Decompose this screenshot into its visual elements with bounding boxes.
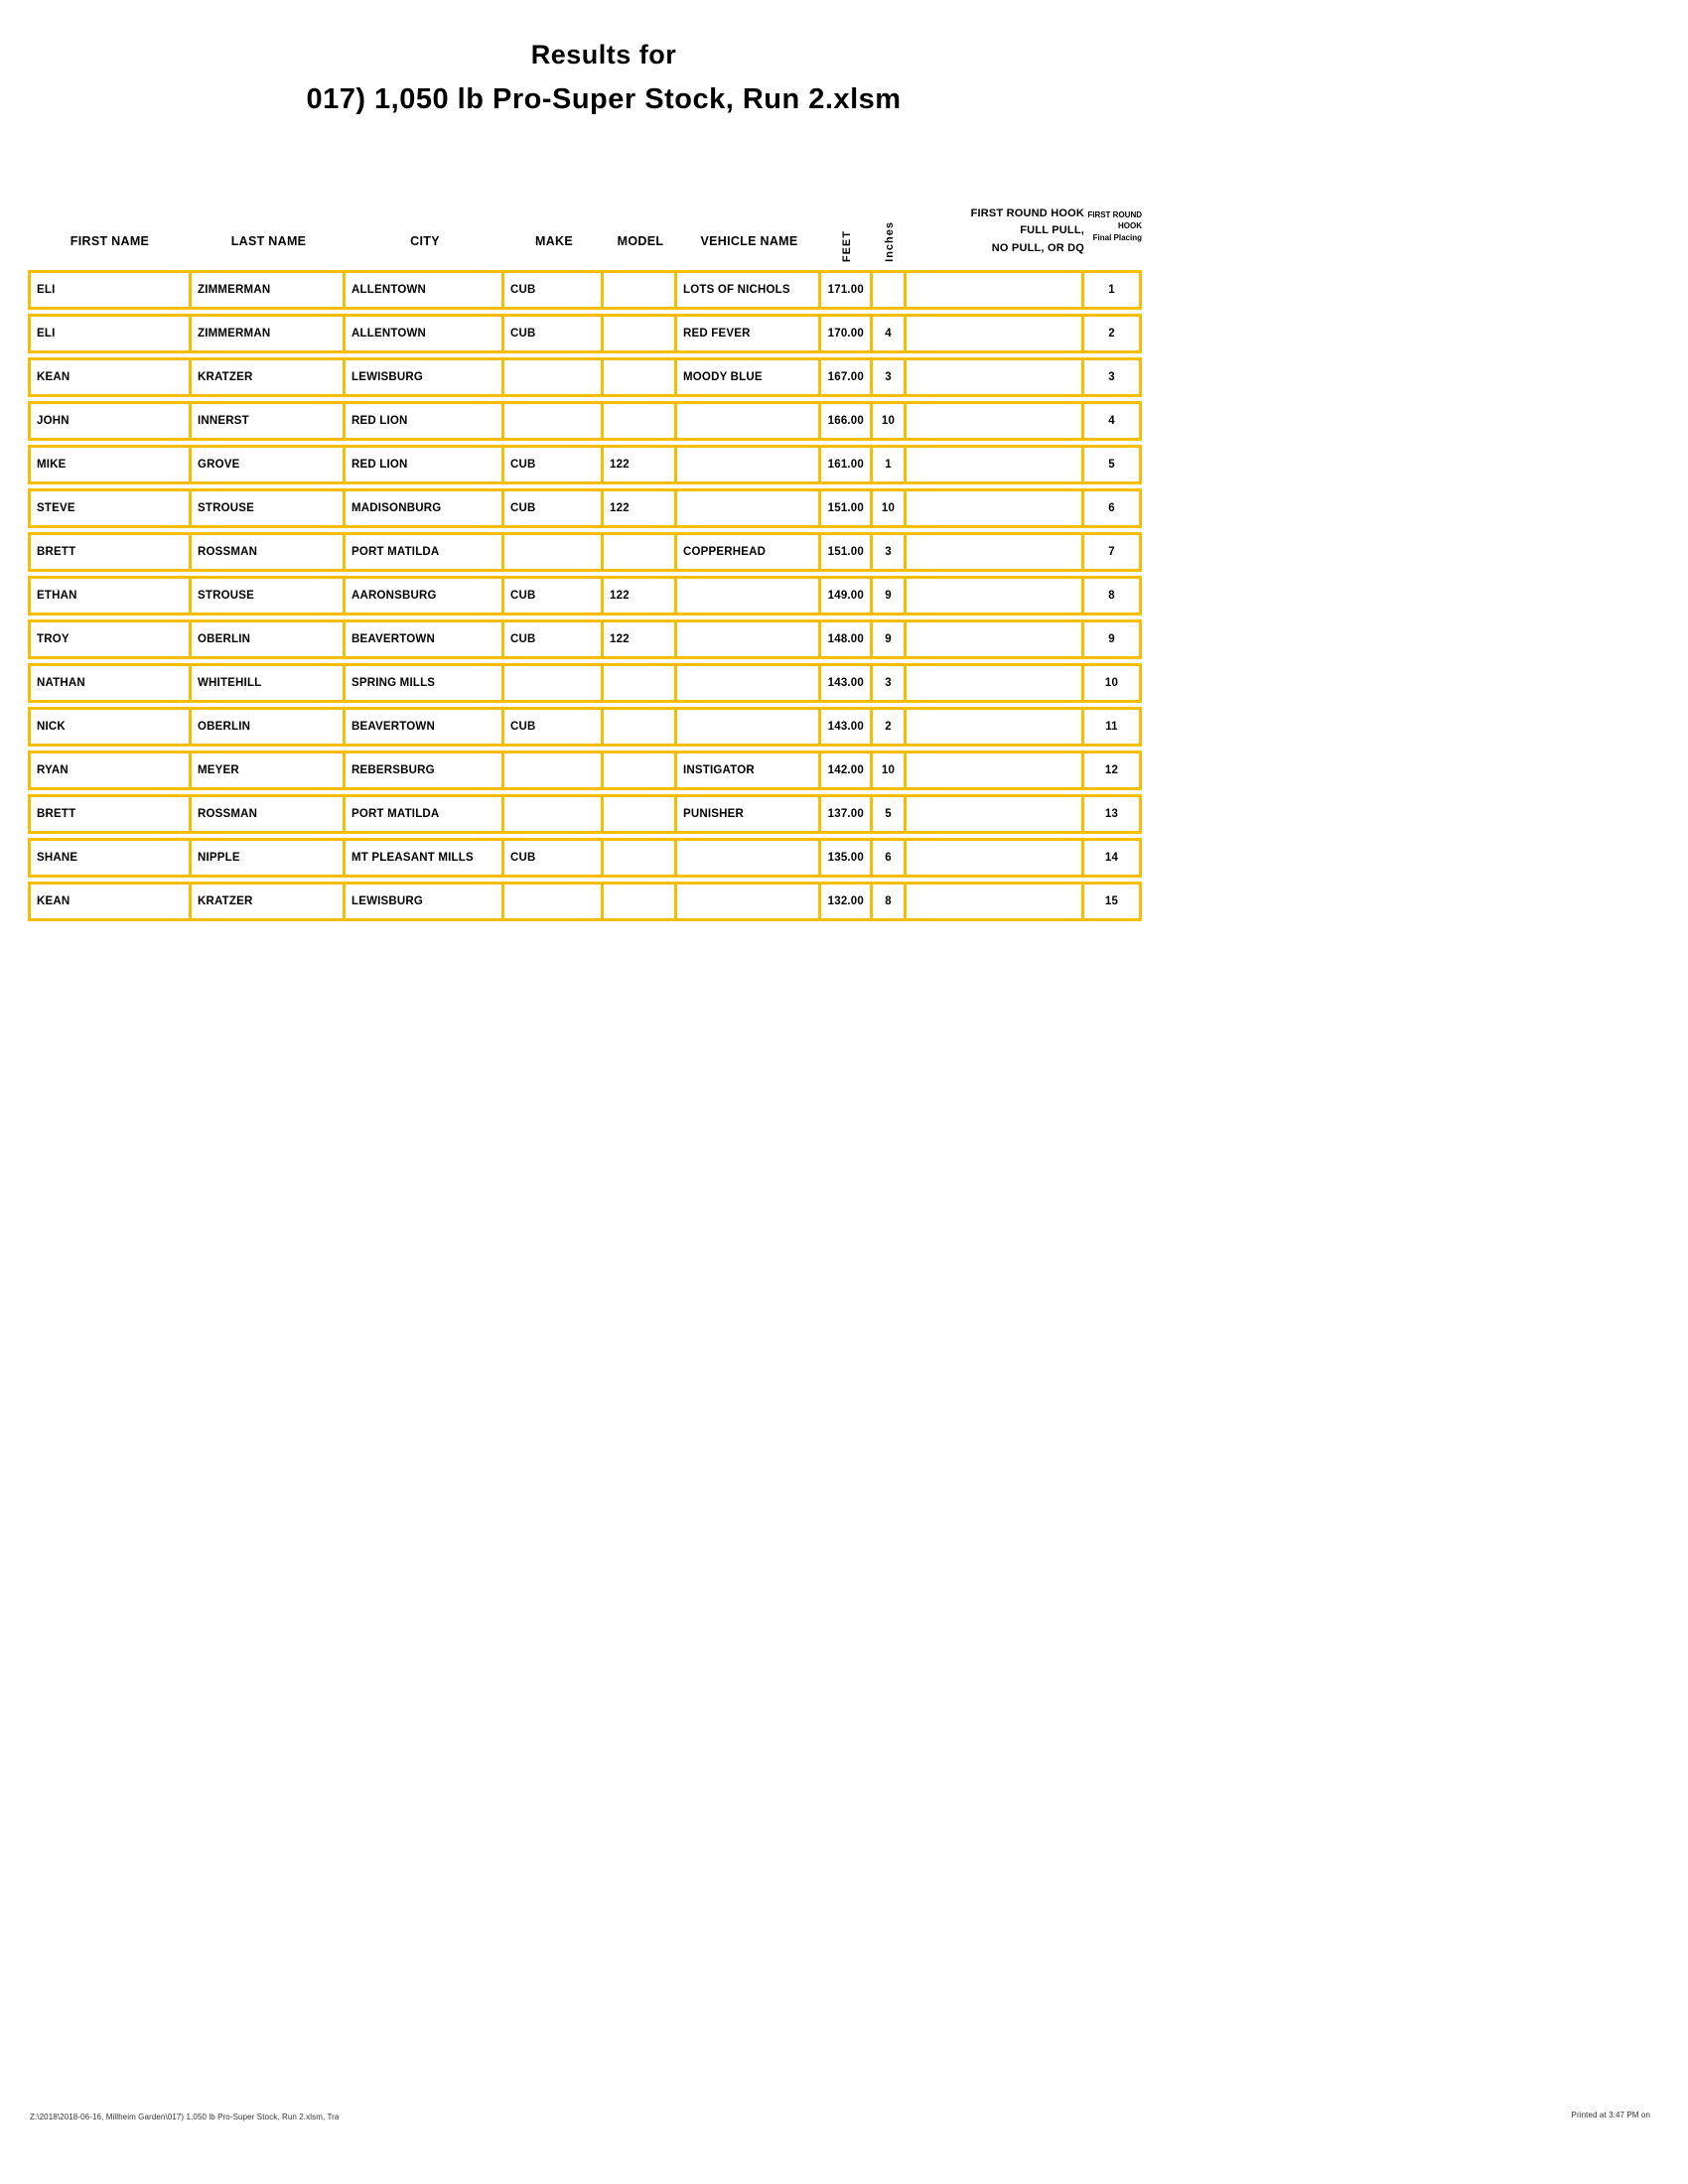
cell-vehicle-name: PUNISHER [677,794,821,834]
cell-model: 122 [604,619,677,659]
cell-model: 122 [604,445,677,484]
cell-inches: 10 [873,751,907,790]
cell-model [604,663,677,703]
cell-last-name: OBERLIN [192,619,346,659]
cell-inches: 9 [873,619,907,659]
cell-inches [873,270,907,310]
cell-make: CUB [504,445,604,484]
cell-first-round-hook-result [907,270,1084,310]
results-rows [28,270,1142,925]
header-feet [821,199,873,270]
header-last-name: LAST NAME [230,234,307,248]
cell-first-round-hook-result [907,488,1084,528]
table-row [28,882,1142,921]
cell-model [604,357,677,397]
cell-inches: 10 [873,488,907,528]
cell-feet: 166.00 [821,401,873,441]
cell-city: RED LION [346,445,504,484]
cell-first-name: NATHAN [28,663,192,703]
cell-feet: 161.00 [821,445,873,484]
cell-city: MADISONBURG [346,488,504,528]
cell-inches: 4 [873,314,907,353]
header-hook-line3: NO PULL, OR DQ [991,241,1084,254]
cell-feet: 167.00 [821,357,873,397]
header-inches-label: Inches [883,221,896,262]
cell-model [604,314,677,353]
cell-first-name: ELI [28,270,192,310]
cell-model [604,751,677,790]
table-header-row [28,199,1142,270]
cell-inches: 8 [873,882,907,921]
cell-city: LEWISBURG [346,882,504,921]
table-row [28,838,1142,878]
cell-inches: 1 [873,445,907,484]
title-class-name: 017) 1,050 lb Pro-Super Stock, Run 2.xlsm [306,83,902,115]
cell-last-name: KRATZER [192,882,346,921]
table-row [28,270,1142,310]
cell-final-placing: 4 [1084,401,1142,441]
cell-first-round-hook-result [907,401,1084,441]
cell-last-name: ROSSMAN [192,532,346,572]
cell-make: CUB [504,488,604,528]
cell-final-placing: 5 [1084,445,1142,484]
cell-inches: 3 [873,357,907,397]
cell-model: 122 [604,576,677,615]
table-row [28,707,1142,747]
cell-vehicle-name [677,882,821,921]
cell-vehicle-name [677,619,821,659]
cell-make [504,401,604,441]
cell-vehicle-name [677,576,821,615]
cell-make: CUB [504,270,604,310]
cell-final-placing: 2 [1084,314,1142,353]
cell-feet: 142.00 [821,751,873,790]
cell-make: CUB [504,838,604,878]
cell-first-round-hook-result [907,357,1084,397]
cell-feet: 137.00 [821,794,873,834]
cell-city: AARONSBURG [346,576,504,615]
cell-final-placing: 3 [1084,357,1142,397]
cell-feet: 143.00 [821,663,873,703]
header-model: MODEL [617,234,664,248]
cell-last-name: KRATZER [192,357,346,397]
cell-model: 122 [604,488,677,528]
cell-first-round-hook-result [907,663,1084,703]
cell-first-round-hook-result [907,794,1084,834]
cell-first-round-hook-result [907,707,1084,747]
cell-feet: 151.00 [821,488,873,528]
header-first-name: FIRST NAME [70,234,150,248]
cell-vehicle-name: MOODY BLUE [677,357,821,397]
cell-final-placing: 9 [1084,619,1142,659]
cell-final-placing: 11 [1084,707,1142,747]
cell-city: SPRING MILLS [346,663,504,703]
cell-model [604,532,677,572]
cell-feet: 151.00 [821,532,873,572]
cell-last-name: NIPPLE [192,838,346,878]
cell-last-name: OBERLIN [192,707,346,747]
cell-make: CUB [504,314,604,353]
cell-city: ALLENTOWN [346,270,504,310]
cell-first-name: BRETT [28,532,192,572]
header-city: CITY [410,234,440,248]
page-title [28,40,1180,116]
cell-last-name: STROUSE [192,488,346,528]
header-hook-line1: FIRST ROUND HOOK [970,206,1084,219]
cell-inches: 6 [873,838,907,878]
cell-feet: 171.00 [821,270,873,310]
cell-make [504,751,604,790]
cell-make: CUB [504,576,604,615]
cell-final-placing: 1 [1084,270,1142,310]
cell-make [504,882,604,921]
cell-make [504,532,604,572]
cell-feet: 135.00 [821,838,873,878]
cell-inches: 5 [873,794,907,834]
header-placing-line2: HOOK [1118,221,1142,231]
cell-vehicle-name: LOTS OF NICHOLS [677,270,821,310]
cell-model [604,401,677,441]
cell-first-name: NICK [28,707,192,747]
table-row [28,445,1142,484]
cell-first-name: MIKE [28,445,192,484]
cell-last-name: WHITEHILL [192,663,346,703]
cell-vehicle-name: INSTIGATOR [677,751,821,790]
cell-first-round-hook-result [907,445,1084,484]
cell-first-round-hook-result [907,882,1084,921]
cell-inches: 2 [873,707,907,747]
table-row [28,532,1142,572]
cell-city: PORT MATILDA [346,794,504,834]
cell-make: CUB [504,707,604,747]
cell-final-placing: 8 [1084,576,1142,615]
cell-first-name: TROY [28,619,192,659]
table-row [28,576,1142,615]
cell-first-round-hook-result [907,314,1084,353]
cell-first-name: KEAN [28,357,192,397]
cell-first-name: RYAN [28,751,192,790]
cell-vehicle-name: COPPERHEAD [677,532,821,572]
cell-make [504,663,604,703]
table-row [28,663,1142,703]
cell-model [604,794,677,834]
cell-city: REBERSBURG [346,751,504,790]
table-row [28,751,1142,790]
footer-file-path: Z:\2018\2018-06-16, Millheim Garden\017) 1,050 lb Pro-Super Stock, Run 2.xlsm, Tra [30,2113,340,2121]
cell-final-placing: 7 [1084,532,1142,572]
cell-first-round-hook-result [907,619,1084,659]
header-final-placing [1084,199,1142,270]
cell-city: PORT MATILDA [346,532,504,572]
title-results-for: Results for [530,40,677,69]
cell-city: BEAVERTOWN [346,619,504,659]
cell-vehicle-name [677,401,821,441]
cell-final-placing: 13 [1084,794,1142,834]
cell-vehicle-name: RED FEVER [677,314,821,353]
cell-inches: 10 [873,401,907,441]
header-placing-line1: FIRST ROUND [1087,209,1142,219]
table-row [28,357,1142,397]
cell-first-name: SHANE [28,838,192,878]
cell-city: LEWISBURG [346,357,504,397]
cell-model [604,270,677,310]
cell-model [604,882,677,921]
cell-last-name: GROVE [192,445,346,484]
cell-first-round-hook-result [907,838,1084,878]
cell-feet: 149.00 [821,576,873,615]
cell-last-name: STROUSE [192,576,346,615]
cell-final-placing: 15 [1084,882,1142,921]
footer-printed-at: Printed at 3:47 PM on [1571,2111,1650,2119]
cell-model [604,838,677,878]
cell-vehicle-name [677,488,821,528]
cell-first-name: STEVE [28,488,192,528]
cell-first-name: ELI [28,314,192,353]
cell-vehicle-name [677,663,821,703]
table-row [28,488,1142,528]
table-row [28,401,1142,441]
cell-model [604,707,677,747]
cell-last-name: INNERST [192,401,346,441]
header-vehicle-name: VEHICLE NAME [700,234,798,248]
cell-first-name: JOHN [28,401,192,441]
cell-last-name: ROSSMAN [192,794,346,834]
cell-inches: 3 [873,663,907,703]
cell-last-name: ZIMMERMAN [192,270,346,310]
cell-feet: 170.00 [821,314,873,353]
cell-make [504,794,604,834]
table-row [28,794,1142,834]
cell-make [504,357,604,397]
cell-vehicle-name [677,707,821,747]
cell-city: BEAVERTOWN [346,707,504,747]
cell-final-placing: 10 [1084,663,1142,703]
cell-city: ALLENTOWN [346,314,504,353]
cell-final-placing: 12 [1084,751,1142,790]
cell-first-round-hook-result [907,751,1084,790]
cell-inches: 9 [873,576,907,615]
cell-first-name: KEAN [28,882,192,921]
cell-last-name: MEYER [192,751,346,790]
header-make: MAKE [534,234,573,248]
cell-first-name: BRETT [28,794,192,834]
header-first-round-hook-result [907,199,1084,270]
cell-city: MT PLEASANT MILLS [346,838,504,878]
cell-last-name: ZIMMERMAN [192,314,346,353]
cell-vehicle-name [677,445,821,484]
cell-feet: 132.00 [821,882,873,921]
cell-city: RED LION [346,401,504,441]
header-feet-label: FEET [840,229,853,262]
cell-feet: 143.00 [821,707,873,747]
table-row [28,619,1142,659]
cell-inches: 3 [873,532,907,572]
cell-first-name: ETHAN [28,576,192,615]
cell-first-round-hook-result [907,576,1084,615]
header-placing-line3: Final Placing [1092,232,1142,242]
table-row [28,314,1142,353]
header-hook-line2: FULL PULL, [1020,224,1084,237]
cell-make: CUB [504,619,604,659]
cell-vehicle-name [677,838,821,878]
cell-feet: 148.00 [821,619,873,659]
cell-final-placing: 14 [1084,838,1142,878]
cell-final-placing: 6 [1084,488,1142,528]
header-inches [873,199,907,270]
cell-first-round-hook-result [907,532,1084,572]
